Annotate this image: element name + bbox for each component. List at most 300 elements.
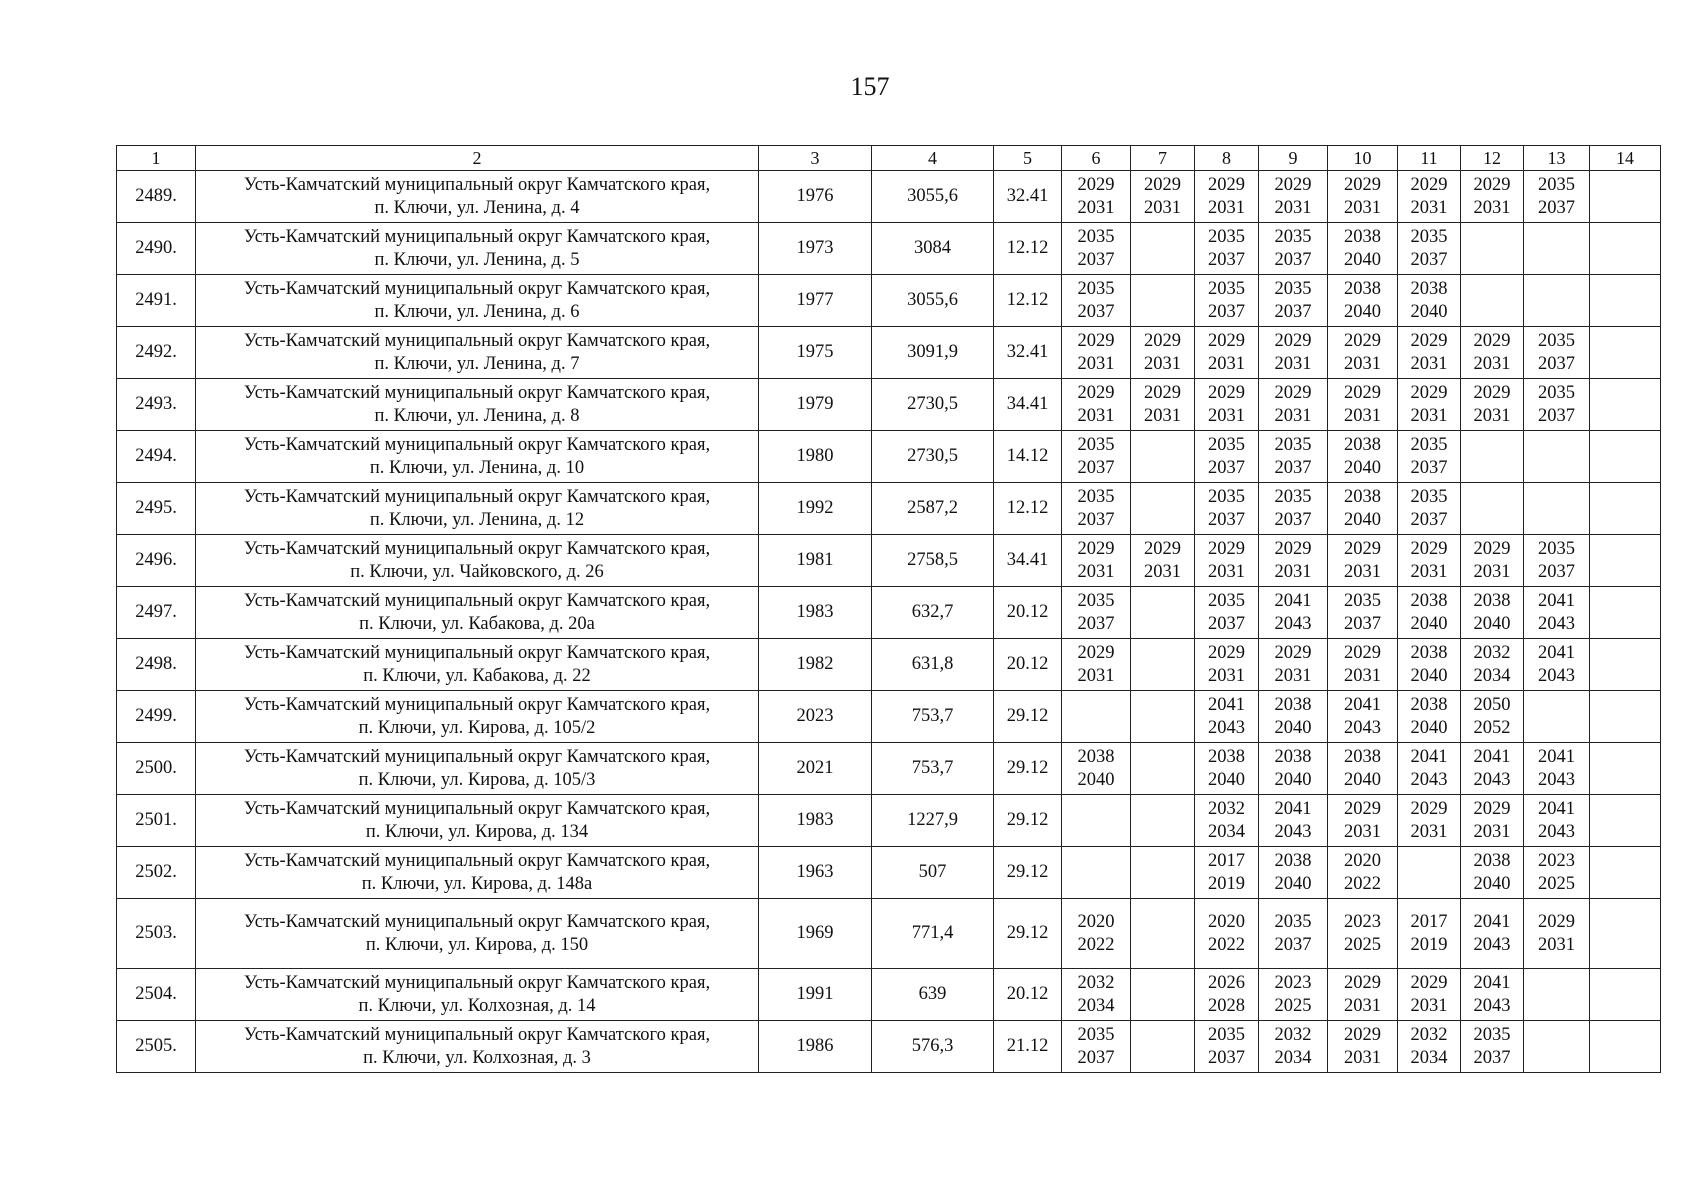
period-end-year: 2040: [1410, 665, 1448, 686]
address-line-2: п. Ключи, ул. Ленина, д. 4: [374, 197, 580, 218]
table-row: [117, 483, 1661, 535]
period-cell: [1131, 587, 1195, 639]
period-cell: [1461, 535, 1524, 587]
period-end-year: 2031: [1077, 665, 1115, 686]
period-start-year: 2032: [1410, 1024, 1448, 1045]
period-start-year: 2032: [1274, 1024, 1312, 1045]
period-start-year: 2029: [1538, 911, 1575, 932]
period-end-year: 2037: [1077, 1047, 1115, 1068]
row-number: 2495.: [117, 483, 196, 535]
build-year: 1969: [759, 899, 872, 969]
period-start-year: 2023: [1344, 911, 1381, 932]
address-cell: [196, 743, 759, 795]
period-start-year: 2041: [1344, 694, 1381, 715]
period-end-year: 2031: [1208, 405, 1245, 426]
period-cell: [1131, 1021, 1195, 1073]
period-start-year: 2029: [1077, 642, 1115, 663]
column-header: 13: [1524, 146, 1590, 171]
type-code: 20.12: [994, 639, 1062, 691]
period-end-year: 2031: [1410, 197, 1448, 218]
period-start-year: 2035: [1274, 226, 1312, 247]
period-end-year: 2037: [1274, 457, 1312, 478]
period-start-year: 2029: [1344, 174, 1381, 195]
column-header: 6: [1062, 146, 1131, 171]
period-cell: [1524, 847, 1590, 899]
address-line-1: Усть-Камчатский муниципальный округ Камчатского края,: [243, 382, 711, 403]
period-start-year: 2020: [1077, 911, 1115, 932]
area-value: 576,3: [872, 1021, 994, 1073]
period-cell: [1461, 969, 1524, 1021]
row-number: 2494.: [117, 431, 196, 483]
address-cell: [196, 171, 759, 223]
period-start-year: 2038: [1410, 278, 1448, 299]
period-end-year: 2040: [1410, 301, 1448, 322]
period-cell: [1062, 431, 1131, 483]
period-end-year: 2022: [1344, 873, 1381, 894]
address-line-1: Усть-Камчатский муниципальный округ Камчатского края,: [243, 642, 711, 663]
column-header: 2: [196, 146, 759, 171]
period-end-year: 2031: [1410, 561, 1448, 582]
period-cell: [1461, 483, 1524, 535]
address-line-2: п. Ключи, ул. Кабакова, д. 22: [363, 665, 591, 686]
period-cell: [1461, 847, 1524, 899]
period-end-year: 2040: [1410, 613, 1448, 634]
period-cell: [1195, 743, 1259, 795]
period-start-year: 2035: [1274, 278, 1312, 299]
table-row: [117, 327, 1661, 379]
area-value: 3055,6: [872, 171, 994, 223]
period-start-year: 2038: [1344, 278, 1381, 299]
period-end-year: 2037: [1410, 509, 1448, 530]
period-cell: [1195, 535, 1259, 587]
period-cell: [1524, 379, 1590, 431]
build-year: 1979: [759, 379, 872, 431]
address-line-2: п. Ключи, ул. Ленина, д. 7: [374, 353, 580, 374]
period-start-year: 2041: [1473, 972, 1511, 993]
period-start-year: 2029: [1144, 174, 1181, 195]
period-end-year: 2037: [1077, 613, 1115, 634]
address-line-2: п. Ключи, ул. Ленина, д. 6: [374, 301, 580, 322]
period-end-year: 2037: [1274, 249, 1312, 270]
period-end-year: 2037: [1077, 457, 1115, 478]
period-cell: [1195, 379, 1259, 431]
period-start-year: 2029: [1473, 382, 1511, 403]
period-cell: [1131, 379, 1195, 431]
address-cell: [196, 327, 759, 379]
period-cell: [1398, 795, 1461, 847]
period-end-year: 2043: [1344, 717, 1381, 738]
period-end-year: 2037: [1077, 301, 1115, 322]
period-cell: [1524, 1021, 1590, 1073]
period-cell: [1398, 969, 1461, 1021]
period-cell: [1590, 1021, 1661, 1073]
area-value: 507: [872, 847, 994, 899]
period-start-year: 2038: [1344, 746, 1381, 767]
address-line-1: Усть-Камчатский муниципальный округ Камчатского края,: [243, 434, 711, 455]
period-start-year: 2035: [1077, 278, 1115, 299]
build-year: 1986: [759, 1021, 872, 1073]
period-cell: [1328, 899, 1398, 969]
period-cell: [1398, 691, 1461, 743]
period-start-year: 2029: [1344, 538, 1381, 559]
column-header: 1: [117, 146, 196, 171]
address-line-1: Усть-Камчатский муниципальный округ Камчатского края,: [243, 1024, 711, 1045]
period-end-year: 2031: [1344, 821, 1381, 842]
period-end-year: 2043: [1208, 717, 1245, 738]
data-table: [116, 145, 1661, 1073]
period-start-year: 2041: [1208, 694, 1245, 715]
period-cell: [1062, 969, 1131, 1021]
period-end-year: 2019: [1208, 873, 1245, 894]
period-cell: [1590, 587, 1661, 639]
type-code: 29.12: [994, 847, 1062, 899]
period-cell: [1398, 171, 1461, 223]
period-start-year: 2029: [1344, 382, 1381, 403]
period-start-year: 2023: [1538, 850, 1575, 871]
period-cell: [1195, 969, 1259, 1021]
period-cell: [1062, 535, 1131, 587]
period-cell: [1398, 847, 1461, 899]
row-number: 2504.: [117, 969, 196, 1021]
period-end-year: 2031: [1410, 821, 1448, 842]
address-cell: [196, 1021, 759, 1073]
address-cell: [196, 899, 759, 969]
table-row: [117, 587, 1661, 639]
row-number: 2491.: [117, 275, 196, 327]
period-start-year: 2029: [1208, 642, 1245, 663]
table-row: [117, 743, 1661, 795]
table-row: [117, 847, 1661, 899]
period-start-year: 2035: [1077, 226, 1115, 247]
period-start-year: 2038: [1077, 746, 1115, 767]
period-cell: [1328, 743, 1398, 795]
address-cell: [196, 535, 759, 587]
period-cell: [1195, 327, 1259, 379]
period-end-year: 2031: [1344, 405, 1381, 426]
address-line-2: п. Ключи, ул. Ленина, д. 5: [374, 249, 580, 270]
table-row: [117, 639, 1661, 691]
period-cell: [1062, 639, 1131, 691]
table-row: [117, 969, 1661, 1021]
table-row: [117, 899, 1661, 969]
address-line-1: Усть-Камчатский муниципальный округ Камчатского края,: [243, 486, 711, 507]
table-row: [117, 691, 1661, 743]
address-line-2: п. Ключи, ул. Кирова, д. 134: [365, 821, 589, 842]
period-end-year: 2031: [1274, 561, 1312, 582]
period-start-year: 2050: [1473, 694, 1511, 715]
period-end-year: 2031: [1144, 561, 1181, 582]
period-cell: [1259, 535, 1328, 587]
period-cell: [1590, 639, 1661, 691]
period-cell: [1328, 691, 1398, 743]
period-end-year: 2043: [1538, 821, 1575, 842]
period-end-year: 2031: [1410, 405, 1448, 426]
table-row: [117, 431, 1661, 483]
period-end-year: 2043: [1274, 821, 1312, 842]
period-start-year: 2041: [1538, 746, 1575, 767]
period-start-year: 2035: [1077, 486, 1115, 507]
row-number: 2497.: [117, 587, 196, 639]
period-cell: [1131, 327, 1195, 379]
row-number: 2505.: [117, 1021, 196, 1073]
type-code: 20.12: [994, 969, 1062, 1021]
address-line-1: Усть-Камчатский муниципальный округ Камчатского края,: [243, 226, 711, 247]
period-start-year: 2020: [1208, 911, 1245, 932]
period-cell: [1131, 535, 1195, 587]
period-start-year: 2035: [1473, 1024, 1511, 1045]
period-cell: [1590, 171, 1661, 223]
period-end-year: 2031: [1344, 995, 1381, 1016]
period-end-year: 2034: [1274, 1047, 1312, 1068]
period-cell: [1398, 223, 1461, 275]
build-year: 1975: [759, 327, 872, 379]
type-code: 34.41: [994, 379, 1062, 431]
period-start-year: 2038: [1274, 746, 1312, 767]
period-cell: [1524, 483, 1590, 535]
period-cell: [1328, 795, 1398, 847]
period-end-year: 2031: [1144, 353, 1181, 374]
period-start-year: 2035: [1538, 330, 1575, 351]
table-row: [117, 379, 1661, 431]
period-start-year: 2035: [1077, 590, 1115, 611]
period-cell: [1398, 743, 1461, 795]
page-number: 157: [850, 72, 890, 101]
period-cell: [1195, 431, 1259, 483]
period-cell: [1062, 795, 1131, 847]
area-value: 2587,2: [872, 483, 994, 535]
period-end-year: 2040: [1344, 457, 1381, 478]
period-start-year: 2038: [1473, 590, 1511, 611]
row-number: 2492.: [117, 327, 196, 379]
period-cell: [1259, 223, 1328, 275]
type-code: 29.12: [994, 795, 1062, 847]
column-header: 12: [1461, 146, 1524, 171]
period-cell: [1590, 691, 1661, 743]
period-cell: [1590, 327, 1661, 379]
period-cell: [1259, 431, 1328, 483]
type-code: 12.12: [994, 275, 1062, 327]
column-header: 7: [1131, 146, 1195, 171]
period-end-year: 2034: [1473, 665, 1511, 686]
period-cell: [1590, 275, 1661, 327]
period-start-year: 2038: [1344, 434, 1381, 455]
period-end-year: 2031: [1144, 197, 1181, 218]
address-line-1: Усть-Камчатский муниципальный округ Камчатского края,: [243, 278, 711, 299]
period-end-year: 2043: [1473, 769, 1511, 790]
build-year: 1981: [759, 535, 872, 587]
type-code: 29.12: [994, 899, 1062, 969]
period-cell: [1259, 1021, 1328, 1073]
address-cell: [196, 691, 759, 743]
period-start-year: 2029: [1144, 538, 1181, 559]
period-cell: [1062, 847, 1131, 899]
period-cell: [1328, 535, 1398, 587]
period-cell: [1062, 327, 1131, 379]
period-cell: [1195, 275, 1259, 327]
period-cell: [1259, 691, 1328, 743]
period-end-year: 2037: [1344, 613, 1381, 634]
build-year: 1982: [759, 639, 872, 691]
period-end-year: 2037: [1077, 249, 1115, 270]
period-cell: [1259, 899, 1328, 969]
period-start-year: 2020: [1344, 850, 1381, 871]
period-cell: [1461, 171, 1524, 223]
period-end-year: 2031: [1208, 197, 1245, 218]
period-cell: [1328, 171, 1398, 223]
column-header: 11: [1398, 146, 1461, 171]
row-number: 2500.: [117, 743, 196, 795]
period-start-year: 2017: [1410, 911, 1448, 932]
period-start-year: 2035: [1077, 1024, 1115, 1045]
period-cell: [1590, 795, 1661, 847]
column-header: 4: [872, 146, 994, 171]
period-cell: [1259, 275, 1328, 327]
period-cell: [1328, 847, 1398, 899]
area-value: 3055,6: [872, 275, 994, 327]
type-code: 34.41: [994, 535, 1062, 587]
row-number: 2498.: [117, 639, 196, 691]
period-end-year: 2031: [1208, 665, 1245, 686]
area-value: 2758,5: [872, 535, 994, 587]
period-end-year: 2037: [1208, 509, 1245, 530]
period-start-year: 2041: [1473, 746, 1511, 767]
build-year: 1973: [759, 223, 872, 275]
period-end-year: 2037: [1208, 301, 1245, 322]
period-cell: [1195, 223, 1259, 275]
address-cell: [196, 795, 759, 847]
row-number: 2499.: [117, 691, 196, 743]
period-cell: [1461, 379, 1524, 431]
period-start-year: 2029: [1077, 538, 1115, 559]
period-start-year: 2035: [1208, 1024, 1245, 1045]
build-year: 1963: [759, 847, 872, 899]
build-year: 1976: [759, 171, 872, 223]
period-end-year: 2043: [1473, 995, 1511, 1016]
period-end-year: 2037: [1274, 509, 1312, 530]
period-end-year: 2022: [1208, 934, 1245, 955]
period-end-year: 2031: [1274, 197, 1312, 218]
period-cell: [1131, 743, 1195, 795]
type-code: 14.12: [994, 431, 1062, 483]
period-cell: [1131, 639, 1195, 691]
period-start-year: 2041: [1473, 911, 1511, 932]
area-value: 632,7: [872, 587, 994, 639]
area-value: 631,8: [872, 639, 994, 691]
period-end-year: 2037: [1208, 249, 1245, 270]
address-line-2: п. Ключи, ул. Ленина, д. 8: [374, 405, 580, 426]
period-start-year: 2035: [1274, 911, 1312, 932]
row-number: 2501.: [117, 795, 196, 847]
row-number: 2502.: [117, 847, 196, 899]
period-cell: [1461, 327, 1524, 379]
period-start-year: 2041: [1274, 590, 1312, 611]
header-row: [117, 146, 1661, 171]
table-row: [117, 223, 1661, 275]
period-cell: [1062, 275, 1131, 327]
period-end-year: 2031: [1473, 197, 1511, 218]
period-start-year: 2017: [1208, 850, 1245, 871]
period-cell: [1398, 275, 1461, 327]
build-year: 2023: [759, 691, 872, 743]
address-line-2: п. Ключи, ул. Кирова, д. 105/2: [358, 717, 596, 738]
address-line-1: Усть-Камчатский муниципальный округ Камчатского края,: [243, 694, 711, 715]
period-end-year: 2031: [1344, 353, 1381, 374]
period-cell: [1259, 483, 1328, 535]
period-cell: [1524, 969, 1590, 1021]
address-cell: [196, 379, 759, 431]
period-cell: [1461, 1021, 1524, 1073]
period-end-year: 2031: [1410, 353, 1448, 374]
period-cell: [1398, 587, 1461, 639]
period-end-year: 2022: [1077, 934, 1115, 955]
column-header: 3: [759, 146, 872, 171]
period-cell: [1328, 969, 1398, 1021]
period-end-year: 2043: [1274, 613, 1312, 634]
period-start-year: 2038: [1410, 590, 1448, 611]
period-start-year: 2035: [1274, 486, 1312, 507]
row-number: 2503.: [117, 899, 196, 969]
address-line-1: Усть-Камчатский муниципальный округ Камчатского края,: [243, 911, 711, 932]
period-cell: [1195, 1021, 1259, 1073]
period-cell: [1328, 483, 1398, 535]
area-value: 3091,9: [872, 327, 994, 379]
period-cell: [1062, 743, 1131, 795]
column-header: 10: [1328, 146, 1398, 171]
period-end-year: 2040: [1344, 249, 1381, 270]
period-cell: [1524, 327, 1590, 379]
period-end-year: 2043: [1410, 769, 1448, 790]
period-cell: [1062, 483, 1131, 535]
period-cell: [1062, 587, 1131, 639]
period-start-year: 2038: [1410, 642, 1448, 663]
period-cell: [1259, 327, 1328, 379]
period-cell: [1398, 899, 1461, 969]
period-end-year: 2037: [1473, 1047, 1511, 1068]
address-cell: [196, 587, 759, 639]
period-cell: [1524, 171, 1590, 223]
period-cell: [1524, 691, 1590, 743]
period-end-year: 2031: [1344, 665, 1381, 686]
period-end-year: 2052: [1473, 717, 1511, 738]
period-cell: [1461, 743, 1524, 795]
period-cell: [1524, 275, 1590, 327]
period-cell: [1590, 743, 1661, 795]
area-value: 753,7: [872, 691, 994, 743]
period-end-year: 2043: [1538, 769, 1575, 790]
period-cell: [1195, 691, 1259, 743]
period-start-year: 2029: [1473, 330, 1511, 351]
period-end-year: 2040: [1274, 717, 1312, 738]
period-end-year: 2037: [1410, 457, 1448, 478]
period-start-year: 2029: [1473, 798, 1511, 819]
period-cell: [1590, 899, 1661, 969]
period-cell: [1131, 223, 1195, 275]
row-number: 2489.: [117, 171, 196, 223]
address-line-2: п. Ключи, ул. Ленина, д. 12: [369, 509, 585, 530]
address-line-1: Усть-Камчатский муниципальный округ Камчатского края,: [243, 972, 711, 993]
type-code: 20.12: [994, 587, 1062, 639]
address-line-1: Усть-Камчатский муниципальный округ Камчатского края,: [243, 746, 711, 767]
period-end-year: 2031: [1538, 934, 1575, 955]
period-end-year: 2025: [1538, 873, 1575, 894]
period-cell: [1062, 223, 1131, 275]
period-start-year: 2029: [1274, 174, 1312, 195]
row-number: 2490.: [117, 223, 196, 275]
period-cell: [1259, 743, 1328, 795]
build-year: 1977: [759, 275, 872, 327]
period-end-year: 2034: [1410, 1047, 1448, 1068]
period-end-year: 2040: [1410, 717, 1448, 738]
